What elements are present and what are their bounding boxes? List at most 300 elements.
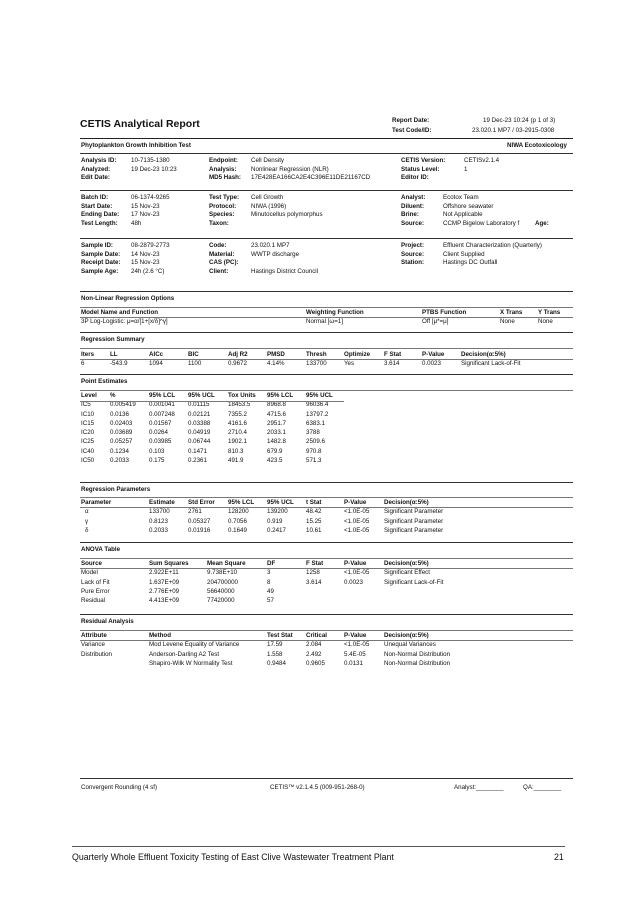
header-cell: Test Stat (267, 632, 293, 639)
field-value: CETISv2.1.4 (464, 157, 500, 164)
table-row (81, 359, 573, 368)
cell: 0.03985 (149, 438, 172, 446)
field-value: 15 Nov-23 (131, 202, 160, 210)
cell: 0.01567 (149, 419, 172, 427)
cell: 423.5 (267, 457, 283, 465)
table-row (81, 317, 573, 326)
cell: 4161.6 (228, 419, 247, 427)
section-divider (80, 482, 573, 483)
cell: 4715.6 (267, 410, 286, 418)
cell: 10.61 (306, 526, 322, 534)
field-label: Editor ID: (401, 174, 429, 182)
cell: 0.01115 (188, 401, 210, 409)
field-value: Ecotox Team (443, 194, 479, 201)
header-cell: Source (81, 560, 102, 567)
batch-divider (80, 238, 573, 239)
cell: 2951.7 (267, 419, 286, 427)
section-divider (80, 614, 573, 615)
table-row (81, 640, 573, 649)
header-cell: Std Error (188, 499, 215, 506)
header-cell: P-Value (344, 499, 367, 506)
field-value: Hastings District Council (251, 267, 319, 275)
anova-table (81, 559, 573, 605)
page-footer-text: Quarterly Whole Effluent Toxicity Testing of East Clive Wastewater Treatment Plant (72, 852, 394, 862)
field-value: Cell Density (251, 157, 285, 164)
cell: 0.1234 (110, 447, 129, 455)
cell: 57 (267, 597, 274, 605)
header-cell: % (110, 392, 116, 399)
table-row (81, 447, 341, 456)
page-number: 21 (554, 852, 564, 862)
cell: IC25 (81, 438, 95, 446)
header-cell: Model Name and Function (81, 309, 159, 316)
header-cell: Method (149, 632, 171, 639)
table-row (81, 587, 573, 596)
field-label: Sample Age: (81, 267, 119, 275)
field-label: Analysis ID: (81, 157, 117, 164)
cell: 204700000 (207, 578, 238, 586)
test-bar-divider (80, 153, 573, 154)
cell: 970.8 (306, 447, 322, 455)
cell: None (538, 318, 553, 326)
cell: 571.3 (306, 457, 322, 465)
header-cell: Iters (81, 351, 95, 358)
header-cell: Level (81, 392, 97, 399)
cell: 96036.4 (306, 401, 329, 409)
cell: Unequal Variances (384, 641, 436, 649)
header-cell: P-Value (344, 560, 367, 567)
field-label: Ending Date: (81, 211, 120, 219)
table-header (81, 308, 573, 317)
cell: 0.05327 (188, 517, 211, 525)
field-value: 24h (2.6 °C) (131, 267, 165, 275)
cell: 0.2417 (267, 526, 286, 534)
table-header (81, 350, 573, 359)
field-value: Offshore seawater (443, 202, 494, 210)
cell: 1258 (306, 569, 320, 577)
cell: Shapiro-Wilk W Normality Test (149, 659, 233, 667)
cell: 0.06744 (188, 438, 211, 446)
field-label: CETIS Version: (401, 157, 446, 164)
header-cell: 95% UCL (267, 499, 294, 506)
test-code: 23.020.1 MP7 / 03-2915-0308 (472, 127, 555, 134)
sample-col3 (401, 242, 573, 268)
header-cell: Weighting Function (306, 309, 364, 316)
batch-col2 (209, 194, 389, 228)
table-header (81, 631, 573, 640)
cell: 17.59 (267, 641, 283, 649)
cell: 0.007248 (149, 410, 175, 418)
cell: 0.04919 (188, 429, 211, 437)
rule (80, 568, 573, 569)
header-cell: 95% UCL (306, 392, 333, 399)
header-cell: Estimate (149, 499, 175, 506)
header-cell: F Stat (306, 560, 324, 567)
field-value: 08-2879-2773 (131, 242, 170, 249)
cell: 0.02121 (188, 410, 211, 418)
cell: 7355.2 (228, 410, 247, 418)
cell: 8968.8 (267, 401, 286, 409)
cell: 0.103 (149, 447, 165, 455)
cell: 0.02403 (110, 419, 133, 427)
cell: 5.4E-05 (344, 650, 366, 658)
header-cell: BIC (188, 351, 199, 358)
header-cell: 95% UCL (188, 392, 215, 399)
field-label: Diluent: (401, 202, 425, 210)
cell: 2761 (188, 508, 202, 516)
cell: Mod Levene Equality of Variance (149, 641, 240, 649)
field-label: Sample ID: (81, 242, 113, 249)
field-value: 1 (464, 165, 468, 173)
header-cell: Optimize (344, 351, 371, 358)
rule (80, 317, 573, 318)
header-cell: Mean Square (207, 560, 246, 567)
table-row (81, 437, 341, 446)
section-title-point-estimates: Point Estimates (81, 378, 128, 385)
cell: 0.01916 (188, 526, 211, 534)
field-label: Test Type: (209, 194, 240, 201)
cell: 0.919 (267, 517, 283, 525)
cell: 2.084 (306, 641, 322, 649)
analyst-signature: Analyst:________ (454, 784, 504, 791)
cell: <1.0E-05 (344, 526, 370, 534)
cell: 0.0131 (344, 659, 363, 667)
cell: 0.9484 (267, 659, 286, 667)
cell: Lack of Fit (81, 578, 110, 586)
field-label: Brine: (401, 211, 419, 219)
table-row (81, 419, 341, 428)
header-cell: 95% LCL (267, 392, 294, 399)
field-label: Species: (209, 211, 235, 219)
field-value: 10-7135-1380 (131, 157, 170, 164)
analysis-col1 (81, 157, 201, 183)
header-cell: 95% LCL (149, 392, 176, 399)
section-title-regression-summary: Regression Summary (81, 336, 145, 343)
header-cell: Thresh (306, 351, 327, 358)
cell: 4.413E+09 (149, 597, 180, 605)
field-value: Client Supplied (443, 250, 485, 258)
age-label: Age: (535, 219, 549, 227)
table-row (81, 428, 341, 437)
cell: 18453.5 (228, 401, 251, 409)
field-value: 19 Dec-23 10:23 (131, 165, 177, 173)
analysis-col2 (209, 157, 389, 183)
cell: 491.9 (228, 457, 244, 465)
cell: 4.14% (267, 360, 285, 368)
cell: Model (81, 569, 98, 577)
table-header (81, 391, 341, 400)
regression-parameters-table (81, 498, 573, 535)
cell: 0.1649 (228, 526, 247, 534)
field-value: 48h (131, 219, 142, 227)
cell: 2.776E+09 (149, 587, 180, 595)
cell: 0.8123 (149, 517, 168, 525)
header-cell: Decision(α:5%) (461, 351, 506, 358)
header-cell: LL (110, 351, 118, 358)
cell: Significant Parameter (384, 517, 444, 525)
field-value: Hastings DC Outfall (443, 259, 498, 267)
field-value: Minutocellus polymorphus (251, 211, 323, 219)
cell: 679.9 (267, 447, 283, 455)
cell: 9.738E+10 (207, 569, 238, 577)
table-row (81, 517, 573, 526)
header-cell: PTBS Function (422, 309, 467, 316)
field-value: Not Applicable (443, 211, 483, 219)
header-cell: Y Trans (538, 309, 561, 316)
cell: Significant Parameter (384, 526, 444, 534)
header-cell: Parameter (81, 499, 112, 506)
residual-analysis-table (81, 631, 573, 668)
table-header (81, 559, 573, 568)
cell: <1.0E-05 (344, 517, 370, 525)
section-divider (80, 374, 573, 375)
header-cell: Attribute (81, 632, 107, 639)
cell: <1.0E-05 (344, 508, 370, 516)
cell: 49 (267, 587, 274, 595)
table-row (81, 596, 573, 605)
rounding-note: Convergent Rounding (4 sf) (81, 784, 158, 791)
field-label: Start Date: (81, 202, 113, 210)
cell: Residual (81, 597, 106, 605)
field-value: Cell Growth (251, 194, 284, 201)
header-cell: X Trans (500, 309, 523, 316)
report-title: CETIS Analytical Report (80, 118, 200, 130)
cell: None (500, 318, 515, 326)
cell: IC50 (81, 457, 95, 465)
field-label: Test Length: (81, 219, 118, 227)
field-value: 14 Nov-23 (131, 250, 160, 258)
cell: 133700 (149, 508, 170, 516)
field-label: Analysis: (209, 165, 237, 173)
table-row (81, 456, 341, 465)
field-value: 06-1374-9265 (131, 194, 170, 201)
cell: Significant Lack-of-Fit (461, 360, 521, 368)
cell: 2.922E+11 (149, 569, 179, 577)
section-title-nlr: Non-Linear Regression Options (81, 295, 175, 302)
page-footer-rule (72, 846, 565, 847)
cell: Normal [ω=1] (306, 318, 343, 326)
cell: Off [μ*=μ] (422, 318, 449, 326)
field-label: MD5 Hash: (209, 174, 241, 182)
cell: 0.7056 (228, 517, 247, 525)
header-cell: AICc (149, 351, 164, 358)
cell: 0.05257 (110, 438, 133, 446)
cell: 0.9672 (228, 360, 247, 368)
cell: 15.25 (306, 517, 322, 525)
cell: -543.9 (110, 360, 128, 368)
cell: 0.2033 (149, 526, 168, 534)
field-label: Receipt Date: (81, 259, 121, 267)
cell: 48.42 (306, 508, 322, 516)
org-name: NIWA Ecotoxicology (507, 142, 567, 149)
cell: 0.175 (149, 457, 165, 465)
cell: 0.005419 (110, 401, 136, 409)
cell: 0.1471 (188, 447, 207, 455)
cell: δ (85, 526, 89, 534)
field-value: 17 Nov-23 (131, 211, 160, 219)
header-cell: Decision(α:5%) (384, 499, 429, 506)
cell: Yes (344, 360, 355, 368)
cell: 1482.8 (267, 438, 286, 446)
test-name: Phytoplankton Growth Inhibition Test (81, 142, 191, 149)
batch-col1 (81, 194, 201, 228)
rule (80, 348, 573, 349)
cell: α (85, 508, 89, 516)
field-label: Code: (209, 242, 227, 249)
cell: 1100 (188, 360, 202, 368)
table-row (81, 568, 573, 577)
cell: 0.0023 (344, 578, 363, 586)
section-divider (80, 332, 573, 333)
cell: Variance (81, 641, 105, 649)
cell: 0.03689 (110, 429, 133, 437)
header-cell: Decision(α:5%) (384, 632, 429, 639)
cell: 2033.1 (267, 429, 286, 437)
cell: Significant Effect (384, 569, 430, 577)
header-cell: Sum Squares (149, 560, 189, 567)
field-value: CCMP Bigelow Laboratory f (443, 219, 520, 227)
cell: 0.9605 (306, 659, 325, 667)
point-estimates-table (81, 391, 341, 465)
cell: IC5 (81, 401, 91, 409)
cell: 0.001041 (149, 401, 175, 409)
cell: 77420000 (207, 597, 235, 605)
cell: 0.0023 (422, 360, 441, 368)
field-value: NIWA (1996) (251, 202, 287, 210)
field-label: Status Level: (401, 165, 440, 173)
table-row (81, 650, 573, 659)
field-label: Analyst: (401, 194, 426, 201)
cell: 2.492 (306, 650, 322, 658)
table-row (81, 659, 573, 668)
cell: Non-Normal Distribution (384, 650, 451, 658)
cell: 8 (267, 578, 271, 586)
cell: Anderson-Darling A2 Test (149, 650, 220, 658)
cell: Distribution (81, 650, 112, 658)
cell: 3788 (306, 429, 320, 437)
cell: 133700 (306, 360, 327, 368)
cell: Pure Error (81, 587, 110, 595)
cell: 13797.2 (306, 410, 329, 418)
header-cell: t Stat (306, 499, 322, 506)
header-cell: Tox Units (228, 392, 256, 399)
field-value: 15 Nov-23 (131, 259, 160, 267)
report-date-label: Report Date: (392, 117, 430, 124)
header-cell: F Stat (384, 351, 402, 358)
field-label: Taxon: (209, 219, 229, 227)
cell: 139200 (267, 508, 288, 516)
header-cell: Critical (306, 632, 327, 639)
sample-col1 (81, 242, 201, 276)
sample-divider (80, 291, 573, 292)
cell: 2509.6 (306, 438, 325, 446)
header-cell: P-Value (344, 632, 367, 639)
cell: 3.614 (306, 578, 322, 586)
header-divider (80, 138, 573, 139)
cell: 0.2361 (188, 457, 207, 465)
batch-col3 (401, 194, 573, 228)
cell: IC15 (81, 419, 95, 427)
field-label: Source: (401, 219, 425, 227)
header-cell: Decision(α:5%) (384, 560, 429, 567)
cell: 810.3 (228, 447, 244, 455)
sample-col2 (209, 242, 389, 276)
field-value: Effluent Characterization (Quarterly) (443, 242, 542, 249)
cell: 0.2033 (110, 457, 129, 465)
cell: 1.637E+09 (149, 578, 180, 586)
field-value: 17E428EA166CA2E4C396E11DE21167CD (251, 174, 371, 182)
field-label: Client: (209, 267, 229, 275)
field-value: WWTP discharge (251, 250, 300, 258)
cell: <1.0E-05 (344, 569, 370, 577)
cell: γ (85, 517, 89, 525)
test-code-label: Test Code/ID: (392, 127, 432, 134)
field-label: Protocol: (209, 202, 237, 210)
section-divider (80, 542, 573, 543)
cell: IC10 (81, 410, 95, 418)
field-label: Batch ID: (81, 194, 109, 201)
analysis-col3 (401, 157, 561, 183)
cell: 3.614 (384, 360, 400, 368)
header-cell: Adj R2 (228, 351, 248, 358)
field-value: 23.020.1 MP7 (251, 242, 290, 249)
field-label: Endpoint: (209, 157, 238, 164)
rule (80, 640, 573, 641)
cell: Significant Lack-of-Fit (384, 578, 444, 586)
report-date: 19 Dec-23 10:24 (p 1 of 3) (483, 117, 556, 124)
header-cell: DF (267, 560, 276, 567)
cell: 128200 (228, 508, 249, 516)
cell: 0.0136 (110, 410, 129, 418)
cell: 1902.1 (228, 438, 247, 446)
table-header (81, 498, 573, 507)
rule (80, 507, 573, 508)
cetis-version: CETIS™ v2.1.4.5 (009-951-268-0) (270, 784, 365, 791)
header-cell: PMSD (267, 351, 285, 358)
report-footer-divider (80, 778, 573, 779)
section-title-regression-parameters: Regression Parameters (81, 486, 151, 493)
cell: 56640000 (207, 587, 235, 595)
cell: <1.0E-05 (344, 641, 370, 649)
cell: Significant Parameter (384, 508, 444, 516)
table-row (81, 410, 341, 419)
cell: 2710.4 (228, 429, 247, 437)
cell: 6 (81, 360, 85, 368)
cell: Non-Normal Distribution (384, 659, 451, 667)
field-label: Source: (401, 250, 425, 258)
table-row (81, 507, 573, 516)
cell: IC20 (81, 429, 95, 437)
field-label: Analyzed: (81, 165, 111, 173)
cell: 3 (267, 569, 271, 577)
header-cell: 95% LCL (228, 499, 255, 506)
field-label: Material: (209, 250, 235, 258)
field-label: Sample Date: (81, 250, 121, 258)
cell: 1094 (149, 360, 163, 368)
field-label: Edit Date: (81, 174, 110, 182)
rule (80, 359, 573, 360)
analysis-divider (80, 190, 573, 191)
cell: 6383.1 (306, 419, 325, 427)
cell: 3P Log-Logistic: μ=α/[1+[x/δ]^γ] (81, 318, 168, 326)
header-cell: P-Value (422, 351, 445, 358)
qa-signature: QA:________ (523, 784, 562, 791)
section-title-residual-analysis: Residual Analysis (81, 618, 134, 625)
section-title-anova: ANOVA Table (81, 546, 121, 553)
field-value: Nonlinear Regression (NLR) (251, 165, 329, 173)
rule (80, 401, 344, 402)
cell: 0.03388 (188, 419, 211, 427)
